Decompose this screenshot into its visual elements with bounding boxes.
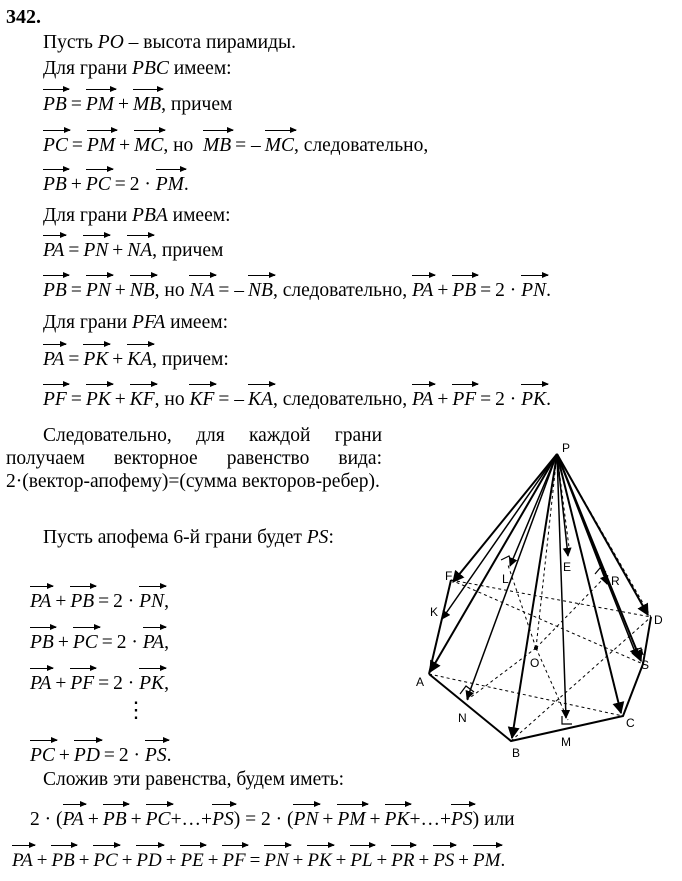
apothem-paragraph xyxy=(6,526,382,549)
vec: PA xyxy=(43,232,64,262)
vec: PA xyxy=(43,341,64,371)
coef: 2 · xyxy=(495,389,517,410)
label-D: D xyxy=(654,613,663,627)
vec: PC xyxy=(73,624,98,654)
pfa-face-name: PFA xyxy=(132,312,166,333)
equality-2: PB + PC = 2 · PA, xyxy=(30,624,169,654)
apothem-text: Пусть апофема 6-й грани будет xyxy=(43,527,302,548)
vec: PC xyxy=(43,127,68,157)
vec: PN xyxy=(521,272,546,302)
vec: PM xyxy=(156,166,184,196)
vec: PB xyxy=(43,86,67,116)
apothem-vectors xyxy=(442,454,637,718)
vec: MC xyxy=(134,127,163,157)
word: , следовательно, xyxy=(294,135,429,156)
vec: PK xyxy=(139,665,164,695)
pba-face-name: PBA xyxy=(132,205,168,226)
label-A: A xyxy=(416,675,425,689)
vec: PB xyxy=(452,272,476,302)
vec: PS xyxy=(145,737,167,767)
label-F: F xyxy=(445,569,453,583)
word: , следовательно, xyxy=(272,280,408,301)
word: , но xyxy=(154,389,185,410)
vec: PF xyxy=(43,381,67,411)
coef: 2 · xyxy=(129,174,151,195)
coef: 2 · ( xyxy=(30,809,63,830)
pbc-equation-3: PB + PC = 2 · PM. xyxy=(43,166,189,196)
problem-number: 342. xyxy=(6,6,41,28)
label-S: S xyxy=(641,658,650,672)
vec: PL xyxy=(350,842,372,872)
vec: PN xyxy=(264,842,288,872)
pfa-heading xyxy=(43,312,228,334)
label-K: K xyxy=(430,605,439,619)
equality-4: PC + PD = 2 · PS. xyxy=(30,737,171,767)
pba-heading xyxy=(43,205,230,227)
word: ) или xyxy=(472,809,515,830)
vec: PK xyxy=(521,381,546,411)
vec: MB xyxy=(203,127,231,157)
dots: +…+ xyxy=(409,809,451,830)
label-R: R xyxy=(611,574,620,588)
word: , xyxy=(164,591,169,612)
word: . xyxy=(166,745,172,766)
intro-line xyxy=(43,32,296,54)
word: , причем xyxy=(161,94,233,115)
equality-1: PA + PB = 2 · PN, xyxy=(30,583,169,613)
vec: NB xyxy=(130,272,155,302)
vec: PC xyxy=(146,801,171,831)
vec: PB xyxy=(70,583,94,613)
vec: PB xyxy=(43,272,67,302)
vec: PN xyxy=(139,583,164,613)
vec: PS xyxy=(433,842,454,872)
label-L: L xyxy=(502,572,509,586)
vec: PD xyxy=(136,842,161,872)
vec: PM xyxy=(87,127,115,157)
vec: PA xyxy=(12,842,33,872)
pbc-face-name: PBC xyxy=(132,58,169,79)
word: . xyxy=(546,280,551,301)
vec: PB xyxy=(51,842,74,872)
pbc-heading xyxy=(43,58,232,80)
dots: +…+ xyxy=(170,809,213,830)
pba-heading-end: имеем: xyxy=(167,205,231,226)
vec: PK xyxy=(307,842,331,872)
vec: PN xyxy=(83,232,108,262)
label-B: B xyxy=(512,746,521,760)
conclusion-paragraph: Следовательно, для каждой грани получаем векторное равенство вида: 2·(вектор-апофему)=(сумма векторов-ребер). xyxy=(6,425,382,492)
coef: 2 · xyxy=(113,591,135,612)
vec: PC xyxy=(93,842,117,872)
pfa-heading-end: имеем: xyxy=(165,312,228,333)
vec: NA xyxy=(127,232,152,262)
summing-line: Сложив эти равенства, будем иметь: xyxy=(43,769,345,790)
label-E: E xyxy=(563,560,572,574)
word: . xyxy=(183,174,189,195)
word: , но xyxy=(163,135,194,156)
vec: PK xyxy=(86,381,111,411)
word: , причем: xyxy=(152,349,229,370)
word: , xyxy=(164,632,169,653)
vec: PK xyxy=(83,341,108,371)
vec: PM xyxy=(337,801,365,831)
word: , но xyxy=(154,280,185,301)
vec: KF xyxy=(130,381,155,411)
vec: PM xyxy=(86,86,114,116)
center-point xyxy=(534,646,538,650)
intro-text: Пусть xyxy=(43,32,98,53)
vec: MB xyxy=(133,86,161,116)
vec: NB xyxy=(248,272,273,302)
vec: PF xyxy=(70,665,94,695)
vec: PM xyxy=(473,842,500,872)
coef: 2 · xyxy=(113,673,135,694)
label-O: O xyxy=(530,656,540,670)
vec: PF xyxy=(222,842,245,872)
label-P: P xyxy=(562,441,571,455)
word: . xyxy=(546,389,551,410)
word: , следовательно, xyxy=(272,389,408,410)
vec: NA xyxy=(189,272,214,302)
pba-equation-2: PB = PN + NB, но NA = – NB, следовательно, PA + PB = 2 · PN. xyxy=(43,272,551,302)
pba-equation-1: PA = PN + NA, причем xyxy=(43,232,223,262)
apothem-name: PS xyxy=(306,527,329,548)
pba-heading-text: Для грани xyxy=(43,205,133,226)
coef: 2 · xyxy=(118,745,141,766)
vec: KA xyxy=(127,341,152,371)
vec: PA xyxy=(412,272,433,302)
word: , xyxy=(164,673,169,694)
pfa-equation-1: PA = PK + KA, причем: xyxy=(43,341,229,371)
pyramid-figure xyxy=(400,436,682,770)
intro-po: PO xyxy=(97,32,124,53)
sum-equation-2: PA + PB + PC + PD + PE + PF = PN + PK + PL + PR + PS + PM. xyxy=(12,842,505,872)
pfa-equation-2: PF = PK + KF, но KF = – KA, следовательно, PA + PF = 2 · PK. xyxy=(43,381,551,411)
vec: PE xyxy=(180,842,203,872)
label-M: M xyxy=(561,735,571,749)
vec: PA xyxy=(143,624,164,654)
vec: PA xyxy=(63,801,84,831)
vec: KA xyxy=(248,381,273,411)
vec: PB xyxy=(103,801,127,831)
vec: PN xyxy=(293,801,318,831)
vec: PF xyxy=(452,381,476,411)
label-N: N xyxy=(458,711,467,725)
vec: MC xyxy=(265,127,294,157)
vec: PR xyxy=(391,842,414,872)
pbc-heading-text: Для грани xyxy=(43,58,133,79)
vertical-ellipsis: ⋮ xyxy=(125,697,147,722)
vec: PA xyxy=(30,583,51,613)
vec: PC xyxy=(86,166,111,196)
word: . xyxy=(500,850,506,871)
vec: PK xyxy=(385,801,410,831)
vec: PB xyxy=(30,624,54,654)
coef: 2 · xyxy=(116,632,138,653)
vec: PN xyxy=(86,272,111,302)
pfa-heading-text: Для грани xyxy=(43,312,133,333)
vec: PB xyxy=(43,166,67,196)
coef: 2 · xyxy=(495,280,517,301)
apothem-colon: : xyxy=(328,527,334,548)
vec: PA xyxy=(412,381,433,411)
label-C: C xyxy=(626,716,635,730)
equality-3: PA + PF = 2 · PK, xyxy=(30,665,169,695)
vec: PD xyxy=(74,737,100,767)
sum-equation-1: 2 · (PA + PB + PC+…+PS) = 2 · (PN + PM + PK+…+PS) или xyxy=(30,801,515,831)
pbc-equation-1: PB = PM + MB, причем xyxy=(43,86,232,116)
mid: ) = 2 · ( xyxy=(233,809,294,830)
vec: PC xyxy=(30,737,55,767)
intro-rest: – высота пирамиды. xyxy=(123,32,296,53)
word: , причем xyxy=(152,240,224,261)
vec: PA xyxy=(30,665,51,695)
vec: KF xyxy=(189,381,214,411)
vec: PS xyxy=(212,801,234,831)
pbc-heading-end: имеем: xyxy=(168,58,232,79)
vec: PS xyxy=(451,801,473,831)
pbc-equation-2: PC = PM + MC, но MB = – MC, следовательно, xyxy=(43,127,428,157)
